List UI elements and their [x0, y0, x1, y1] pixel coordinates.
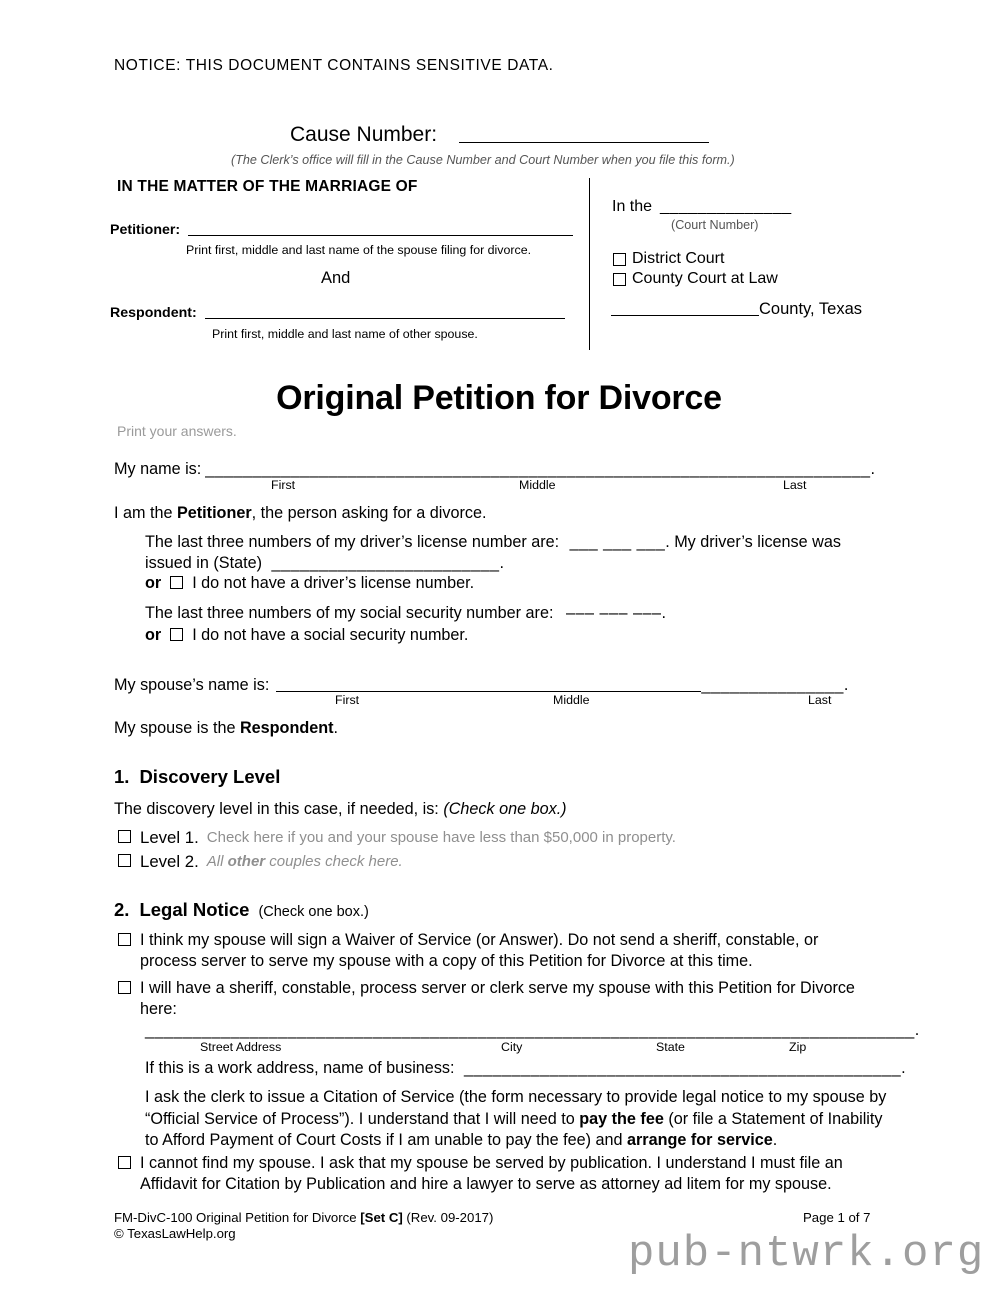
cause-number-input-line[interactable] [459, 142, 709, 143]
citation-line-1: I ask the clerk to issue a Citation of Service (the form necessary to provide legal notice to my spouse by [145, 1088, 887, 1106]
court-number-caption: (Court Number) [671, 218, 759, 232]
footer-copyright: © TexasLawHelp.org [114, 1226, 236, 1241]
address-period: . [914, 1021, 920, 1039]
city-caption: City [501, 1040, 523, 1054]
watermark: pub-ntwrk.org [628, 1229, 985, 1279]
no-ssn-label: I do not have a social security number. [192, 626, 469, 644]
ssn-input-line[interactable]: ––– ––– ––– [565, 604, 662, 622]
page-title: Original Petition for Divorce [276, 379, 722, 417]
drivers-license-line-1 [145, 532, 841, 553]
work-address-input-line[interactable]: ______________________________________________ [464, 1059, 902, 1077]
drivers-license-label: The last three numbers of my driver’s license number are: [145, 533, 560, 551]
spouse-statement-post: . [333, 719, 338, 737]
spouse-name-input-line-dashed[interactable]: _______________ [701, 676, 844, 694]
section-1-heading [114, 766, 280, 788]
level-2-desc-post: couples check here. [265, 853, 403, 870]
county-court-at-law-label: County Court at Law [632, 270, 778, 287]
no-drivers-license-label: I do not have a driver’s license number. [192, 574, 475, 592]
petitioner-name-input-line[interactable] [188, 235, 573, 236]
serve-line-1: I will have a sheriff, constable, process server or clerk serve my spouse with this Petition for Divorce [140, 979, 855, 997]
waiver-of-service-text [140, 930, 818, 972]
footer-form-info [114, 1210, 493, 1242]
section-2-subtitle: (Check one box.) [258, 904, 369, 920]
level-1-label: Level 1. [140, 828, 199, 847]
footer-form-rev: (Rev. 09-2017) [402, 1210, 494, 1225]
sensitive-data-notice: NOTICE: THIS DOCUMENT CONTAINS SENSITIVE DATA. [114, 57, 554, 74]
level-2-description [207, 851, 403, 872]
section-2-number: 2. [114, 899, 130, 920]
footer-form-id-pre: FM-DivC-100 Original Petition for Divorce [114, 1210, 361, 1225]
petitioner-statement [114, 503, 487, 524]
respondent-name-input-line[interactable] [205, 318, 565, 319]
spouse-name-row [114, 676, 848, 695]
drivers-license-state-period: . [499, 554, 505, 572]
my-name-period: . [870, 460, 875, 478]
caption-divider [589, 178, 590, 350]
serve-line-2: here: [140, 1000, 177, 1018]
serve-spouse-option[interactable] [118, 978, 918, 1020]
waiver-of-service-option[interactable] [118, 930, 918, 972]
county-row [611, 300, 862, 319]
no-ssn-option[interactable] [145, 625, 468, 646]
citation-line-3-pre: to Afford Payment of Court Costs if I am unable to pay the fee) and [145, 1131, 627, 1149]
county-input-line[interactable] [611, 315, 759, 316]
or-label-dl: or [145, 574, 162, 592]
clerk-office-note: (The Clerk’s office will fill in the Cause Number and Court Number when you file this form.) [231, 153, 735, 167]
citation-line-3-bold: arrange for service [627, 1131, 773, 1149]
print-answers-note: Print your answers. [117, 423, 237, 439]
my-name-input-line[interactable]: ______________________________________________________________________ [205, 460, 871, 478]
footer-page-number: Page 1 of 7 [803, 1210, 871, 1225]
zip-caption: Zip [789, 1040, 807, 1054]
ssn-period: . [661, 604, 666, 622]
waiver-line-1: I think my spouse will sign a Waiver of Service (or Answer). Do not send a sheriff, constable, or [140, 931, 819, 949]
publication-line-2: Affidavit for Citation by Publication and hire a lawyer to serve as attorney ad litem for my spouse. [140, 1175, 832, 1193]
footer-form-id-line [114, 1210, 493, 1226]
petitioner-statement-bold: Petitioner [176, 504, 252, 522]
spouse-statement-bold: Respondent [239, 719, 334, 737]
county-court-at-law-option[interactable] [613, 270, 778, 288]
petitioner-statement-post: , the person asking for a divorce. [251, 504, 487, 522]
drivers-license-tail: . My driver’s license was [665, 533, 841, 551]
spouse-respondent-statement [114, 718, 338, 739]
spouse-name-input-line[interactable] [276, 691, 701, 692]
spouse-first-caption: First [335, 693, 360, 707]
no-drivers-license-option[interactable] [145, 573, 474, 594]
waiver-line-2: process server to serve my spouse with a copy of this Petition for Divorce at this time. [140, 952, 753, 970]
cause-number-row [290, 124, 709, 146]
respondent-hint: Print first, middle and last name of other spouse. [212, 327, 478, 341]
drivers-license-line-2 [145, 553, 504, 574]
spouse-statement-pre: My spouse is the [114, 719, 240, 737]
county-texas-label: County, Texas [759, 300, 863, 318]
respondent-label: Respondent: [110, 305, 197, 321]
publication-line-1: I cannot find my spouse. I ask that my spouse be served by publication. I understand I must file an [140, 1154, 843, 1172]
footer-form-set: [Set C] [360, 1210, 403, 1225]
petitioner-statement-pre: I am the [114, 504, 177, 522]
section-1-intro-italic: (Check one box.) [443, 800, 567, 818]
section-2-heading [114, 899, 369, 921]
level-2-desc-pre: All [206, 853, 228, 870]
no-ssn-checkbox[interactable] [170, 628, 183, 641]
or-label-ssn: or [145, 626, 162, 644]
address-input-row [145, 1020, 919, 1041]
serve-spouse-text [140, 978, 855, 1020]
in-the-label: In the [612, 198, 653, 215]
court-number-input-line[interactable]: ______________ [660, 198, 792, 215]
citation-line-2-pre: “Official Service of Process”). I understand that I will need to [145, 1109, 580, 1128]
matter-of-marriage-title: IN THE MATTER OF THE MARRIAGE OF [117, 178, 418, 195]
spouse-last-caption: Last [808, 693, 832, 707]
work-address-label: If this is a work address, name of business: [145, 1059, 455, 1077]
district-court-checkbox[interactable] [613, 253, 626, 266]
state-caption: State [656, 1040, 685, 1054]
petitioner-hint: Print first, middle and last name of the spouse filing for divorce. [186, 243, 532, 257]
level-2-checkbox[interactable] [118, 854, 131, 867]
my-name-row [114, 460, 875, 479]
level-2-option[interactable] [118, 851, 403, 872]
county-court-at-law-checkbox[interactable] [613, 273, 626, 286]
service-by-publication-checkbox[interactable] [118, 1156, 131, 1169]
section-1-intro [114, 799, 567, 820]
citation-line-3-post: . [772, 1131, 778, 1149]
in-the-court-row [612, 198, 792, 216]
district-court-label: District Court [632, 250, 725, 267]
spouse-middle-caption: Middle [553, 693, 590, 707]
drivers-license-state-input-line[interactable]: ________________________ [271, 554, 500, 572]
cause-number-label: Cause Number: [290, 123, 438, 146]
citation-line-2-post: (or file a Statement of Inability [663, 1109, 883, 1128]
petitioner-label: Petitioner: [110, 222, 181, 238]
my-name-label: My name is: [114, 460, 202, 478]
section-1-title: Discovery Level [139, 766, 281, 787]
section-1-number: 1. [114, 766, 130, 787]
petitioner-row [110, 222, 573, 238]
my-name-last-caption: Last [783, 478, 807, 492]
my-name-first-caption: First [271, 478, 296, 492]
level-1-option[interactable] [118, 827, 676, 848]
section-2-title: Legal Notice [139, 899, 250, 920]
spouse-name-label: My spouse’s name is: [114, 676, 270, 694]
my-name-middle-caption: Middle [519, 478, 556, 492]
spouse-name-period: . [843, 676, 849, 694]
ssn-label: The last three numbers of my social security number are: [145, 604, 554, 622]
waiver-of-service-checkbox[interactable] [118, 933, 131, 946]
serve-spouse-checkbox[interactable] [118, 981, 131, 994]
work-address-row [145, 1058, 906, 1079]
drivers-license-input-line[interactable]: ___ ___ ___ [569, 533, 666, 551]
section-1-intro-text: The discovery level in this case, if needed, is: [114, 800, 439, 818]
citation-of-service-paragraph [145, 1087, 915, 1152]
citation-line-2-bold: pay the fee [579, 1109, 664, 1128]
address-input-line[interactable]: _________________________________________________________________________________ [145, 1021, 915, 1039]
drivers-license-state-label: issued in (State) [145, 554, 262, 572]
ssn-line [145, 603, 666, 624]
work-address-period: . [901, 1059, 906, 1077]
street-address-caption: Street Address [200, 1040, 282, 1054]
respondent-row [110, 305, 565, 321]
and-separator: And [321, 269, 351, 287]
district-court-option[interactable] [613, 250, 724, 268]
service-by-publication-text [140, 1153, 843, 1195]
level-1-checkbox[interactable] [118, 830, 131, 843]
no-drivers-license-checkbox[interactable] [170, 576, 183, 589]
level-2-label: Level 2. [140, 852, 199, 871]
level-2-desc-bold: other [227, 853, 266, 870]
level-1-description: Check here if you and your spouse have less than $50,000 in property. [206, 829, 676, 846]
service-by-publication-option[interactable] [118, 1153, 918, 1195]
